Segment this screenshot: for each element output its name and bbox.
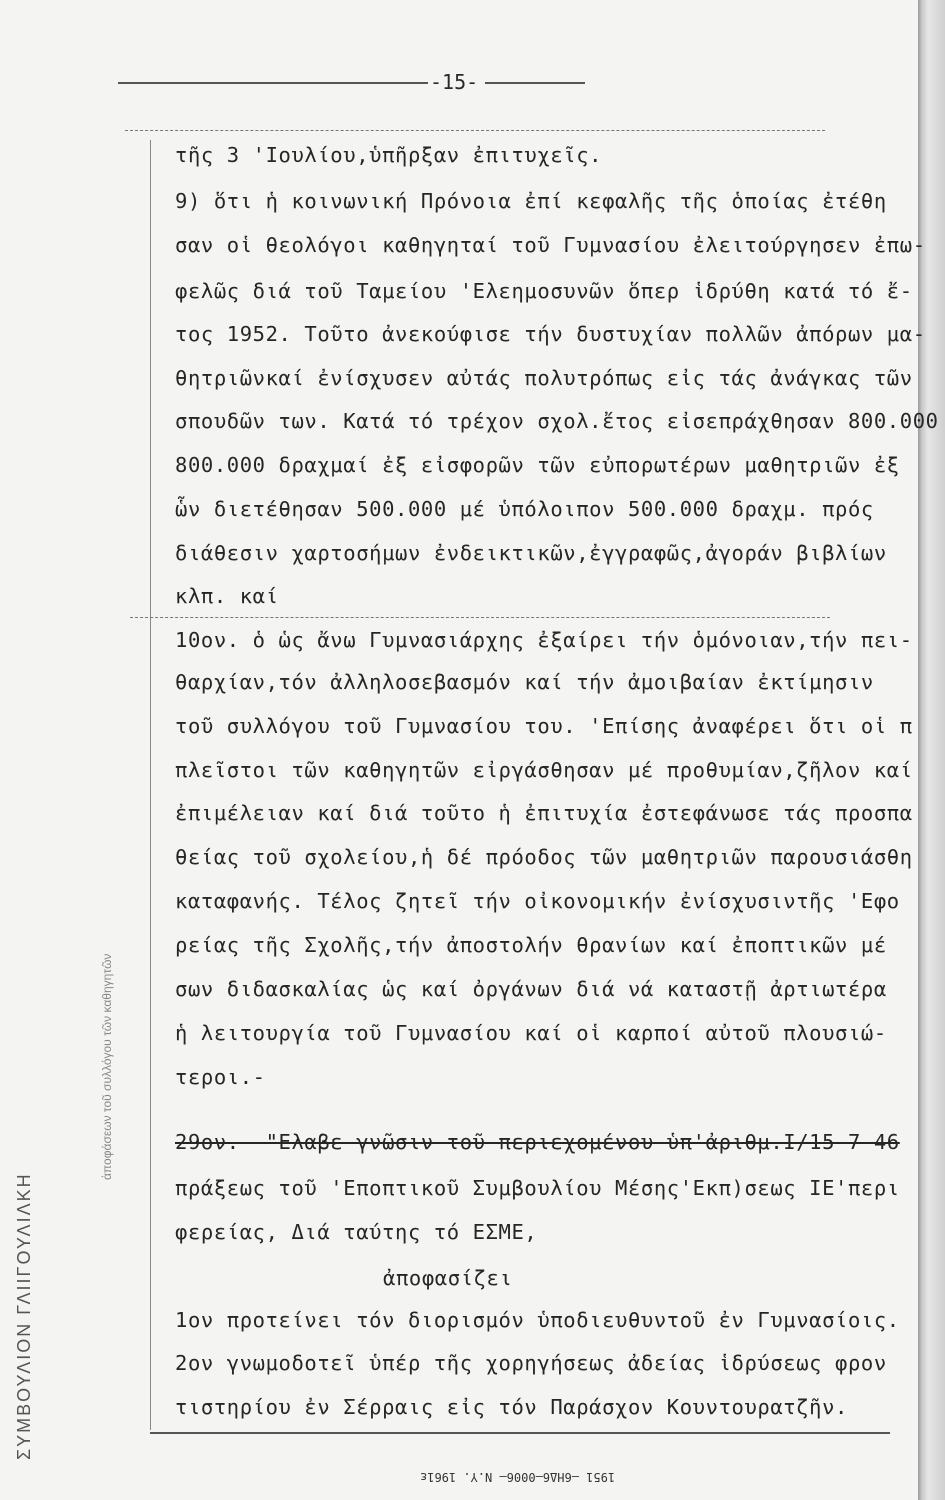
- text-line: πλεῖστοι τῶν καθηγητῶν εἰργάσθησαν μέ προθυμίαν,ζῆλον καί: [175, 758, 913, 782]
- decision-heading: ἀποφασίζει: [383, 1266, 513, 1290]
- side-stamp: ΣΥΜΒΟΥΛΙΟΝ ΓΛΙΙΓΟΥΛΙΛΚΗ: [14, 1172, 34, 1460]
- side-stamp-small: ἀποφάσεων τοῦ συλλόγου τῶν καθηγητῶν: [100, 953, 114, 1180]
- text-line: 1ον προτείνει τόν διορισμόν ὑποδιευθυντοῦ ἐν Γυμνασίοις.: [175, 1308, 900, 1332]
- text-line: σπουδῶν των. Κατά τό τρέχον σχολ.ἔτος εἰσεπράχθησαν 800.000: [175, 409, 939, 433]
- text-line: 10ον. ὁ ὡς ἄνω Γυμνασιάρχης ἐξαίρει τήν ὁμόνοιαν,τήν πει-: [175, 628, 913, 652]
- text-line: ἡ λειτουργία τοῦ Γυμνασίου καί οἱ καρποί αὐτοῦ πλουσιώ-: [175, 1021, 887, 1045]
- text-line: φελῶς διά τοῦ Ταμείου 'Ελεημοσυνῶν ὅπερ ἱδρύθη κατά τό ἔ-: [175, 279, 913, 303]
- text-line: καταφανής. Τέλος ζητεῖ τήν οἰκονομικήν ἐνίσχυσιντῆς 'Εφο: [175, 889, 900, 913]
- text-line: τιστηρίου ἐν Σέρραις εἰς τόν Παράσχον Κουντουρατζῆν.: [175, 1395, 848, 1419]
- page-edge-shadow: [918, 0, 945, 1500]
- text-line: ρείας τῆς Σχολῆς,τήν ἀποστολήν θρανίων καί ἐποπτικῶν μέ: [175, 933, 887, 957]
- text-line: κλπ. καί: [175, 584, 279, 608]
- text-line: πράξεως τοῦ 'Εποπτικοῦ Συμβουλίου Μέσης'Εκπ)σεως ΙΕ'περι: [175, 1176, 900, 1200]
- text-line: σαν οἱ θεολόγοι καθηγηταί τοῦ Γυμνασίου ἐλειτούργησεν ἐπω-: [175, 233, 926, 257]
- text-line: ἐπιμέλειαν καί διά τοῦτο ἡ ἐπιτυχία ἐστεφάνωσε τάς προσπα: [175, 801, 913, 825]
- section-divider: [130, 617, 830, 618]
- left-margin-line: [150, 140, 151, 1430]
- text-line: τῆς 3 'Ιουλίου,ὑπῆρξαν ἐπιτυχεῖς.: [175, 143, 603, 167]
- text-line: τος 1952. Τοῦτο ἀνεκούφισε τήν δυστυχίαν πολλῶν ἀπόρων μα-: [175, 322, 926, 346]
- header-rule-right: [485, 82, 585, 84]
- printer-imprint: 1951 —6ΗΔ6—0006— Ν.Υ. 1961ε: [420, 1470, 616, 1484]
- top-divider: [125, 130, 825, 131]
- bottom-rule: [150, 1432, 890, 1434]
- text-line: τοῦ συλλόγου τοῦ Γυμνασίου του. 'Επίσης ἀναφέρει ὅτι οἱ π: [175, 714, 913, 738]
- text-line: 2ον γνωμοδοτεῖ ὑπέρ τῆς χορηγήσεως ἀδείας ἱδρύσεως φρον: [175, 1351, 887, 1375]
- text-line: 9) ὅτι ἡ κοινωνική Πρόνοια ἐπί κεφαλῆς τῆς ὁποίας ἐτέθη: [175, 189, 887, 213]
- text-line: θαρχίαν,τόν ἀλληλοσεβασμόν καί τήν ἀμοιβαίαν ἐκτίμησιν: [175, 670, 874, 694]
- text-line: 800.000 δραχμαί ἐξ εἰσφορῶν τῶν εὐπορωτέρων μαθητριῶν ἐξ: [175, 453, 900, 477]
- text-line: φερείας, Διά ταύτης τό ΕΣΜΕ,: [175, 1220, 538, 1244]
- text-line: τεροι.-: [175, 1065, 266, 1089]
- text-line: σων διδασκαλίας ὡς καί ὀργάνων διά νά καταστῇ ἀρτιωτέρα: [175, 977, 887, 1001]
- text-line: διάθεσιν χαρτοσήμων ἐνδεικτικῶν,ἐγγραφῶς,ἀγοράν βιβλίων: [175, 541, 887, 565]
- page-number: -15-: [430, 70, 479, 94]
- header-rule: [118, 82, 428, 84]
- text-line-struck: 29ον.- "Ελαβε γνῶσιν τοῦ περιεχομένου ὑπ'ἀριθμ.I/15-7-46: [175, 1130, 900, 1154]
- text-line: θείας τοῦ σχολείου,ἡ δέ πρόοδος τῶν μαθητριῶν παρουσιάσθη: [175, 845, 913, 869]
- text-line: θητριῶνκαί ἐνίσχυσεν αὐτάς πολυτρόπως εἰς τάς ἀνάγκας τῶν: [175, 366, 913, 390]
- text-line: ὧν διετέθησαν 500.000 μέ ὑπόλοιπον 500.000 δραχμ. πρός: [175, 497, 874, 521]
